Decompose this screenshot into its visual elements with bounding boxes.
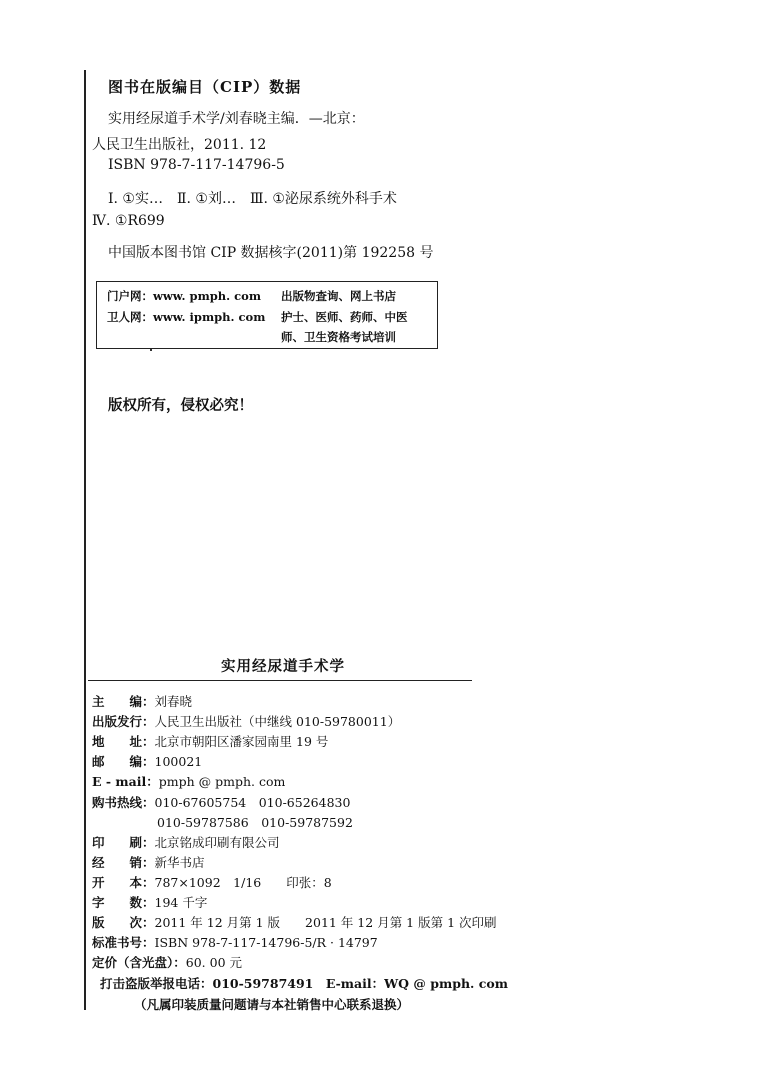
ipmph-website: 卫人网：www. ipmph. com <box>107 310 266 324</box>
ipmph-services-line2: 师、卫生资格考试培训 <box>281 330 396 344</box>
info-label: 主 编： <box>92 694 155 709</box>
info-label: 标准书号： <box>92 935 155 950</box>
info-row-word-count <box>92 893 207 911</box>
info-label: 定价（含光盘）： <box>92 955 186 970</box>
info-label: 版 次： <box>92 915 155 930</box>
info-row-publisher <box>92 712 400 730</box>
info-row-hotline <box>92 793 350 811</box>
portal-services: 出版物查询、网上书店 <box>281 289 396 303</box>
info-value: 刘春晓 <box>154 694 193 709</box>
info-value: 010-67605754 010-65264830 <box>154 795 351 810</box>
info-value: 60. 00 元 <box>185 955 242 970</box>
info-value: 人民卫生出版社（中继线 010-59780011） <box>154 714 401 729</box>
info-value: 194 千字 <box>154 895 208 910</box>
cip-line-classification: Ⅳ. ①R699 <box>92 213 165 229</box>
info-value: 北京市朝阳区潘家园南里 19 号 <box>154 734 329 749</box>
print-speck <box>150 349 152 351</box>
info-row-price <box>92 953 242 971</box>
portal-website: 门户网：www. pmph. com <box>107 289 262 303</box>
website-info-box <box>96 281 438 349</box>
info-value: ISBN 978-7-117-14796-5/R · 14797 <box>154 935 378 950</box>
book-title: 实用经尿道手术学 <box>221 658 345 675</box>
info-value: 100021 <box>154 754 203 769</box>
cip-line-isbn: ISBN 978-7-117-14796-5 <box>108 157 285 173</box>
info-value: 787×1092 1/16 印张：8 <box>154 875 332 890</box>
info-label: 地 址： <box>92 734 155 749</box>
info-label: 出版发行： <box>92 714 155 729</box>
info-value: 010-59787586 010-59787592 <box>157 815 353 830</box>
copyright-notice: 版权所有，侵权必究！ <box>108 397 253 414</box>
info-row-postcode <box>92 752 202 770</box>
info-label: E - mail： <box>92 774 159 789</box>
info-label: 字 数： <box>92 895 155 910</box>
info-row-standard-number <box>92 933 378 951</box>
info-value: 2011 年 12 月第 1 版 2011 年 12 月第 1 版第 1 次印刷 <box>154 915 497 930</box>
quality-return-notice: （凡属印装质量问题请与本社销售中心联系退换） <box>134 997 410 1012</box>
info-row-distributor <box>92 853 205 871</box>
cip-line-subjects: Ⅰ. ①实… Ⅱ. ①刘… Ⅲ. ①泌尿系统外科手术 <box>108 191 397 207</box>
info-value: 北京铭成印刷有限公司 <box>154 835 280 850</box>
info-row-format <box>92 873 332 891</box>
info-label: 印 刷： <box>92 835 155 850</box>
info-row-address <box>92 732 328 750</box>
info-value: 新华书店 <box>154 855 205 870</box>
cip-heading: 图书在版编目（CIP）数据 <box>108 78 302 96</box>
cip-line-title: 实用经尿道手术学/刘春晓主编．—北京： <box>108 111 365 127</box>
info-row-editor <box>92 692 192 710</box>
left-margin-rule <box>84 70 86 1010</box>
ipmph-services-line1: 护士、医师、药师、中医 <box>281 310 408 324</box>
anti-piracy-hotline: 打击盗版举报电话：010-59787491 E-mail：WQ @ pmph. com <box>100 976 508 991</box>
info-label: 经 销： <box>92 855 155 870</box>
info-label: 购书热线： <box>92 795 155 810</box>
info-value: pmph @ pmph. com <box>158 774 286 789</box>
cip-line-record-number: 中国版本图书馆 CIP 数据核字(2011)第 192258 号 <box>108 245 434 261</box>
info-row-email <box>92 772 285 790</box>
info-label: 邮 编： <box>92 754 155 769</box>
title-rule <box>88 680 472 681</box>
info-row-hotline-2 <box>157 813 353 831</box>
cip-line-publisher: 人民卫生出版社，2011. 12 <box>92 137 267 153</box>
info-row-edition <box>92 913 497 931</box>
info-row-printer <box>92 833 280 851</box>
info-label: 开 本： <box>92 875 155 890</box>
